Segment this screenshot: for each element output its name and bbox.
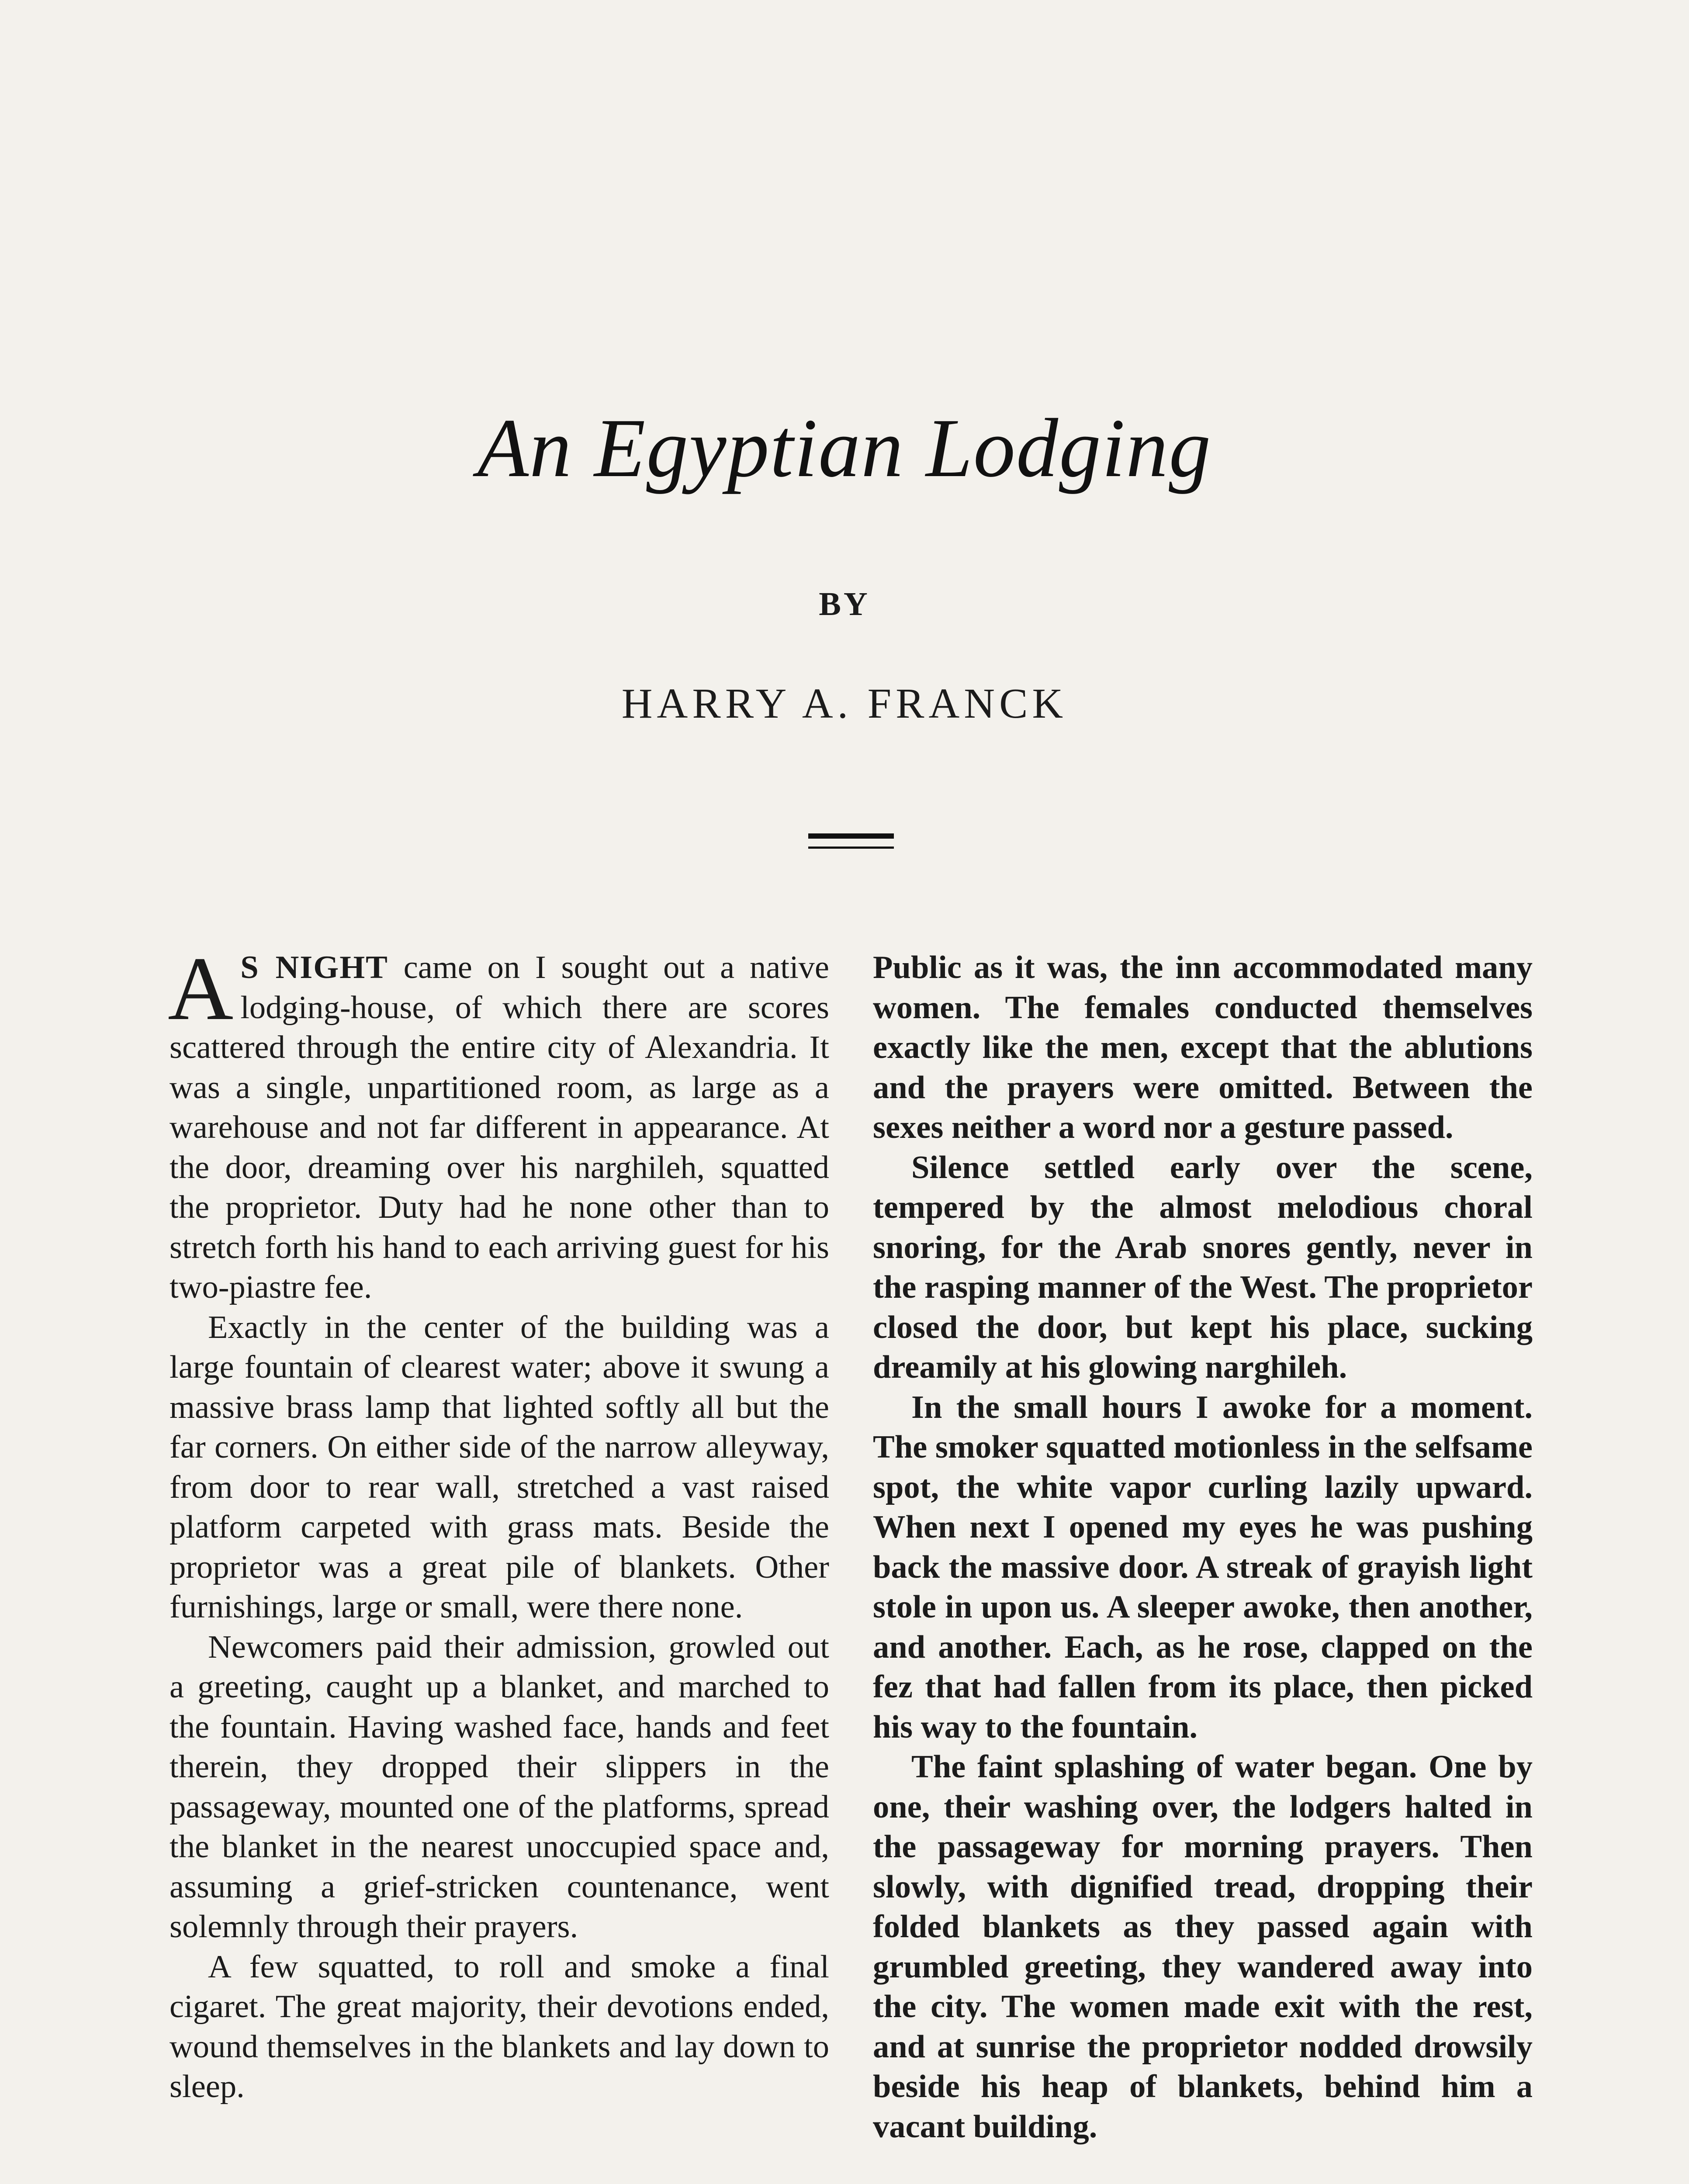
paragraph: Public as it was, the inn accommodated many women. The females conducted themselves exactly like the men, except that the ablutions and the prayers were omitted. Between the sexes neither a word nor a gesture passed. xyxy=(873,950,1533,1145)
article-title: An Egyptian Lodging xyxy=(477,401,1212,494)
title-rule-thick xyxy=(808,833,894,839)
right-column xyxy=(873,948,1533,2147)
paragraph: Silence settled early over the scene, tempered by the almost melodious choral snoring, for the Arab snores gently, never in the rasping manner of the West. The proprietor closed the door, but kept his place, sucking dreamily at his glowing narghileh. xyxy=(873,1149,1533,1385)
byline-label: BY xyxy=(819,586,870,622)
paragraph: Exactly in the center of the building was a large fountain of clearest water; above it swung a massive brass lamp that lighted softly all but the far corners. On either side of the narrow alleyway, from door to rear wall, stretched a vast raised platform carpeted with grass mats. Beside the proprietor was a great pile of blankets. Other furnishings, large or small, were there none. xyxy=(170,1309,829,1625)
paragraph: Newcomers paid their admission, growled out a greeting, caught up a blanket, and marched to the fountain. Having washed face, hands and feet therein, they dropped their slippers in the passageway, mounted one of the platforms, spread the blanket in the nearest unoccupied space and, assuming a grief-stricken countenance, went solemnly through their prayers. xyxy=(170,1629,829,1945)
paragraph: The faint splashing of water began. One by one, their washing over, the lodgers halted in the passageway for morning prayers. Then slowly, with dignified tread, dropping their folded blankets as they passed again with grumbled greeting, they wandered away into the city. The women made exit with the rest, and at sunrise the proprietor nodded drowsily beside his heap of blankets, behind him a vacant building. xyxy=(873,1749,1533,2145)
paragraph: A few squatted, to roll and smoke a final cigaret. The great majority, their devotions ended, wound themselves in the blankets and lay down to sleep. xyxy=(170,1949,829,2105)
left-column xyxy=(168,938,829,2107)
author-name: HARRY A. FRANCK xyxy=(621,680,1068,727)
drop-cap: A xyxy=(168,938,234,1039)
title-rule-thin xyxy=(808,847,894,849)
paragraph-text: came on I sought out a native lodging-house, of which there are scores scattered through the entire city of Alexandria. It was a single, unpartitioned room, as large as a warehouse and not far different in appearance. At the door, dreaming over his narghileh, squatted the proprietor. Duty had he none other than to stretch forth his hand to each arriving guest for his two-piastre fee. xyxy=(170,950,829,1305)
paragraph: In the small hours I awoke for a moment. The smoker squatted motionless in the selfsame spot, the white vapor curling lazily upward. When next I opened my eyes he was pushing back the massive door. A streak of grayish light stole in upon us. A sleeper awoke, then another, and another. Each, as he rose, clapped on the fez that had fallen from its place, then picked his way to the fountain. xyxy=(873,1389,1533,1745)
lead-in: S NIGHT xyxy=(240,950,388,985)
paragraph xyxy=(168,938,829,1308)
